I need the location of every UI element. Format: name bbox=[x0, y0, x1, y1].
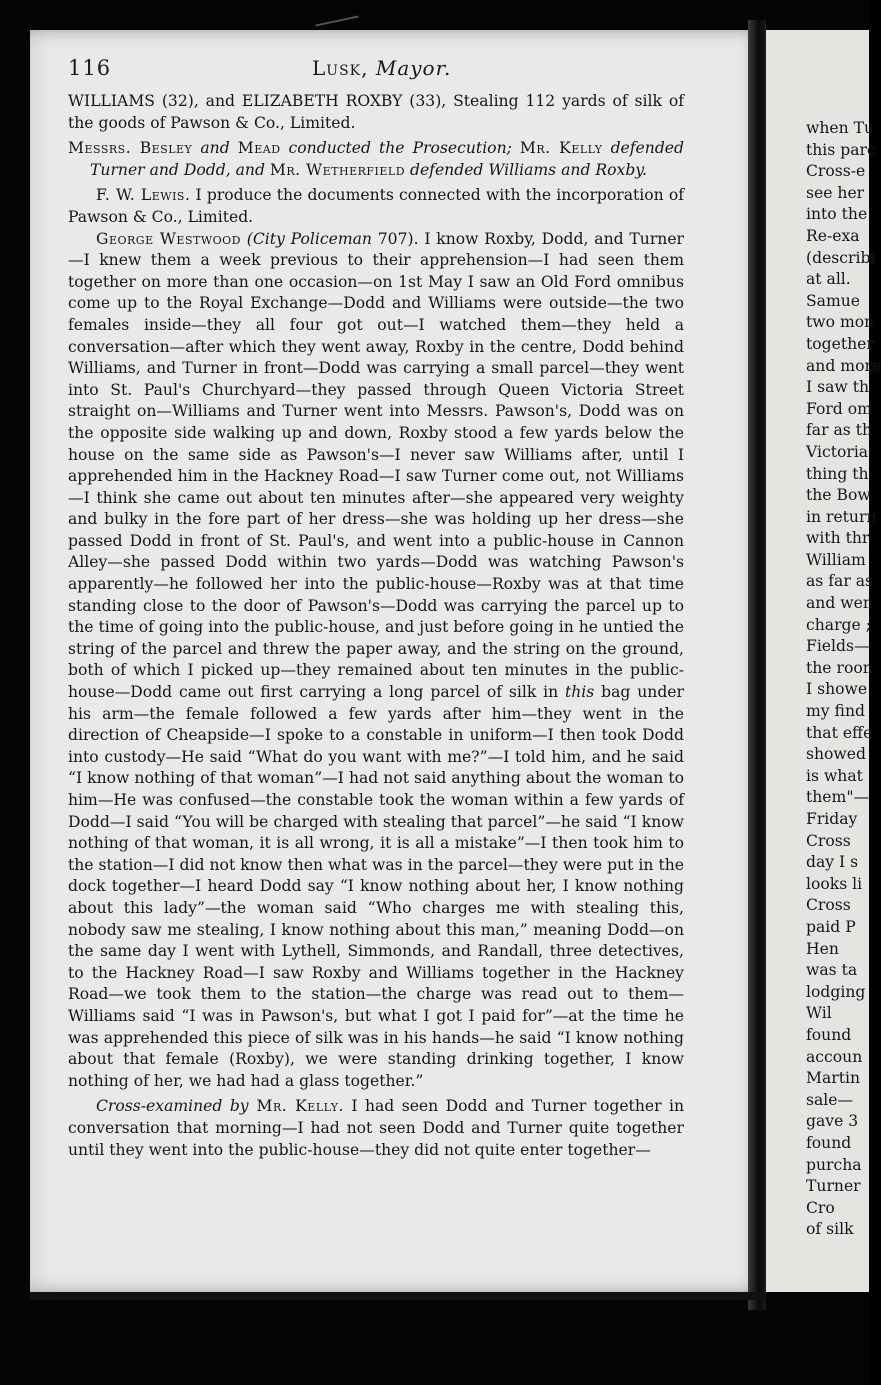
counsel-conj: and bbox=[192, 139, 238, 158]
book-gutter bbox=[748, 20, 766, 1310]
right-page-line: accoun bbox=[806, 1047, 863, 1066]
right-page-text bbox=[806, 118, 881, 1241]
witness-westwood-text-2: bag under his arm—the female followed a few yards after him—they went in the direction of Cheapside—I spoke to a constable in uniform—I then took Dodd into custody—He said “What do you want with me?”—I told him, and he said “I know nothing of that woman”—I had not said anything about the woman to him—He was confused—the constable took the woman within a few yards of Dodd—I said “You will be charged with stealing that parcel”—he said “I know nothing of that woman, it is all wrong, it is all a mistake”—I then took him to the station—I did not know then what was in the parcel—they were put in the dock together—I heard Dodd say “I know nothing about her, I know nothing about this lady”—the woman said “Who charges me with stealing this, nobody saw me stealing, I know nothing about this man,” meaning Dodd—on the same day I went with Lythell, Simmonds, and Randall, three detectives, to the Hackney Road—I saw Roxby and Williams together in the Hackney Road—we took them to the station—the charge was read out to them—Williams said “I was in Pawson's, but what I got I paid for”—at the time he was apprehended this piece of silk was in his hands—he said “I know nothing about that female (Roxby), we were standing drinking together, I know nothing of her, we had had a glass together.” bbox=[68, 683, 684, 1090]
right-page-line: when Tu bbox=[806, 119, 875, 137]
right-page-line: this parc bbox=[806, 140, 876, 159]
right-page-edge bbox=[766, 30, 881, 1292]
right-page-line: two mon bbox=[806, 313, 875, 332]
counsel-name-3: Mr. Kelly bbox=[519, 139, 603, 158]
right-page-line: Victoria bbox=[806, 442, 869, 461]
right-page-line: sale— bbox=[806, 1090, 854, 1109]
right-page-line: as far as bbox=[806, 572, 874, 591]
witness-lewis-text: I produce the documents connected with the incorporation of Pawson & Co., Limited. bbox=[68, 186, 684, 226]
right-page-line: showed bbox=[806, 745, 866, 764]
witness-westwood-text-1: 707). I know Roxby, Dodd, and Turner—I knew them a week previous to their apprehension—I had seen them together on more than one occasion—on 1st May I saw an Old Ford omnibus come up to the Royal Exchange—Dodd and Williams were outside—the two females inside—they all four got out—I watched them—they held a conversation—after which they went away, Roxby in the centre, Dodd behind Williams, and Turner in front—Dodd was carrying a small parcel—they went into St. Paul's Churchyard—they passed through Queen Victoria Street straight on—Williams and Turner went into Messrs. Pawson's, Dodd was on the opposite side walking up and down, Roxby stood a few yards below the house on the same side as Pawson's—I never saw Williams after, until I apprehended him in the Hackney Road—I saw Turner come out, not Williams—I think she came out about ten minutes after—she appeared very weighty and bulky in the fore part of her dress—she was holding up her dress—she passed Dodd in front of St. Paul's, and went into a public-house in Cannon Alley—she passed Dodd within two yards—Dodd was watching Pawson's apparently—he followed her into the public-house—Roxby was at that time standing close to the door of Pawson's—Dodd was carrying the parcel up to the time of going into the public-house, and just before going in he untied the string of the parcel and threw the paper away, and the string on the ground, both of which I picked up—they remained about ten minutes in the public-house—Dodd came out first carrying a long parcel of silk in bbox=[68, 229, 684, 702]
right-page-line: Hen bbox=[806, 939, 839, 958]
right-page-line: thing th bbox=[806, 464, 869, 483]
right-page-line: Fields— bbox=[806, 637, 870, 656]
right-page-line: found bbox=[806, 1025, 852, 1044]
right-page-line: gave 3 bbox=[806, 1112, 859, 1131]
counsel-name-4: Mr. Wetherfield bbox=[269, 160, 406, 179]
right-page-line: into the bbox=[806, 205, 868, 224]
right-page-line: together bbox=[806, 334, 874, 353]
witness-westwood-role: (City Policeman bbox=[240, 229, 372, 248]
right-page-line: is what bbox=[806, 766, 863, 785]
cross-examination-text: I had seen Dodd and Turner together in conversation that morning—I had not seen Dodd and Turner quite together until they went into the public-house—they did not quite enter together— bbox=[68, 1097, 684, 1159]
counsel-name-1: Messrs. Besley bbox=[68, 139, 193, 158]
witness-lewis-name: F. W. Lewis. bbox=[96, 186, 191, 205]
right-page-line: Samue bbox=[806, 291, 861, 310]
witness-lewis bbox=[68, 185, 684, 228]
right-page-line: paid P bbox=[806, 917, 856, 936]
witness-westwood-name: George Westwood bbox=[96, 229, 241, 248]
right-page-line: Cross bbox=[806, 831, 851, 850]
right-page-line: William bbox=[806, 550, 866, 569]
cross-examiner-name: Mr. Kelly. bbox=[248, 1097, 344, 1116]
right-page-line: Re-exa bbox=[806, 226, 860, 245]
page-bottom-shadow bbox=[30, 1292, 766, 1300]
right-page-line: the roon bbox=[806, 658, 873, 677]
right-page-line: Friday bbox=[806, 810, 858, 828]
right-page-line: in return bbox=[806, 507, 877, 526]
counsel-text-1: conducted the Prosecution; bbox=[280, 139, 520, 158]
cross-examined-label: Cross-examined by bbox=[96, 1097, 249, 1116]
right-page-line: and wen bbox=[806, 594, 873, 613]
right-page-line: day I s bbox=[806, 853, 859, 872]
right-page-line: Cross bbox=[806, 896, 851, 915]
running-head bbox=[68, 56, 680, 86]
right-page-line: looks li bbox=[806, 874, 863, 893]
right-page-line: that effe bbox=[806, 723, 873, 742]
running-title-role: Mayor. bbox=[375, 56, 452, 80]
right-page-line: purcha bbox=[806, 1155, 862, 1174]
right-page-line: lodging bbox=[806, 982, 866, 1001]
right-page-line: and more bbox=[806, 356, 881, 375]
right-page-line: charge ; bbox=[806, 615, 871, 634]
witness-westwood-emph: this bbox=[564, 683, 595, 702]
counsel-name-2: Mead bbox=[237, 139, 281, 158]
right-page-line: I showe bbox=[806, 680, 868, 699]
right-page-line: of silk bbox=[806, 1220, 854, 1239]
case-heading: WILLIAMS (32), and ELIZABETH ROXBY (33), Stealing 112 yards of silk of the goods of Pawson & Co., Limited. bbox=[68, 92, 684, 132]
witness-westwood bbox=[68, 229, 684, 1093]
right-page-line: found bbox=[806, 1133, 852, 1152]
right-page-line: them"— bbox=[806, 788, 870, 807]
cross-examination bbox=[68, 1096, 684, 1161]
right-page-line: Turner bbox=[806, 1177, 861, 1196]
counsel-text-2: defended Turner and Dodd, and bbox=[90, 139, 685, 179]
right-page-line: (describi bbox=[806, 248, 876, 267]
running-title bbox=[312, 56, 451, 80]
body-text bbox=[68, 91, 684, 1161]
right-page-line: the Bow bbox=[806, 486, 871, 505]
right-page-line: Ford om bbox=[806, 399, 872, 418]
counsel-text-3: defended Williams and Roxby. bbox=[405, 160, 647, 179]
right-page-line: with thr bbox=[806, 529, 870, 548]
right-page-line: I saw th bbox=[806, 378, 870, 397]
right-page-line: Wil bbox=[806, 1004, 832, 1023]
page-number: 116 bbox=[68, 56, 112, 80]
right-page-line: far as th bbox=[806, 421, 873, 440]
counsel-paragraph bbox=[68, 138, 684, 181]
right-page-line: was ta bbox=[806, 961, 858, 980]
running-title-name: Lusk, bbox=[312, 56, 369, 80]
right-page-line: at all. bbox=[806, 270, 851, 289]
right-page-line: Cro bbox=[806, 1198, 835, 1217]
right-page-line: see her bbox=[806, 183, 865, 202]
right-page-line: my find bbox=[806, 702, 865, 721]
right-page-line: Martin bbox=[806, 1069, 861, 1088]
right-page-line: Cross-e bbox=[806, 162, 866, 181]
